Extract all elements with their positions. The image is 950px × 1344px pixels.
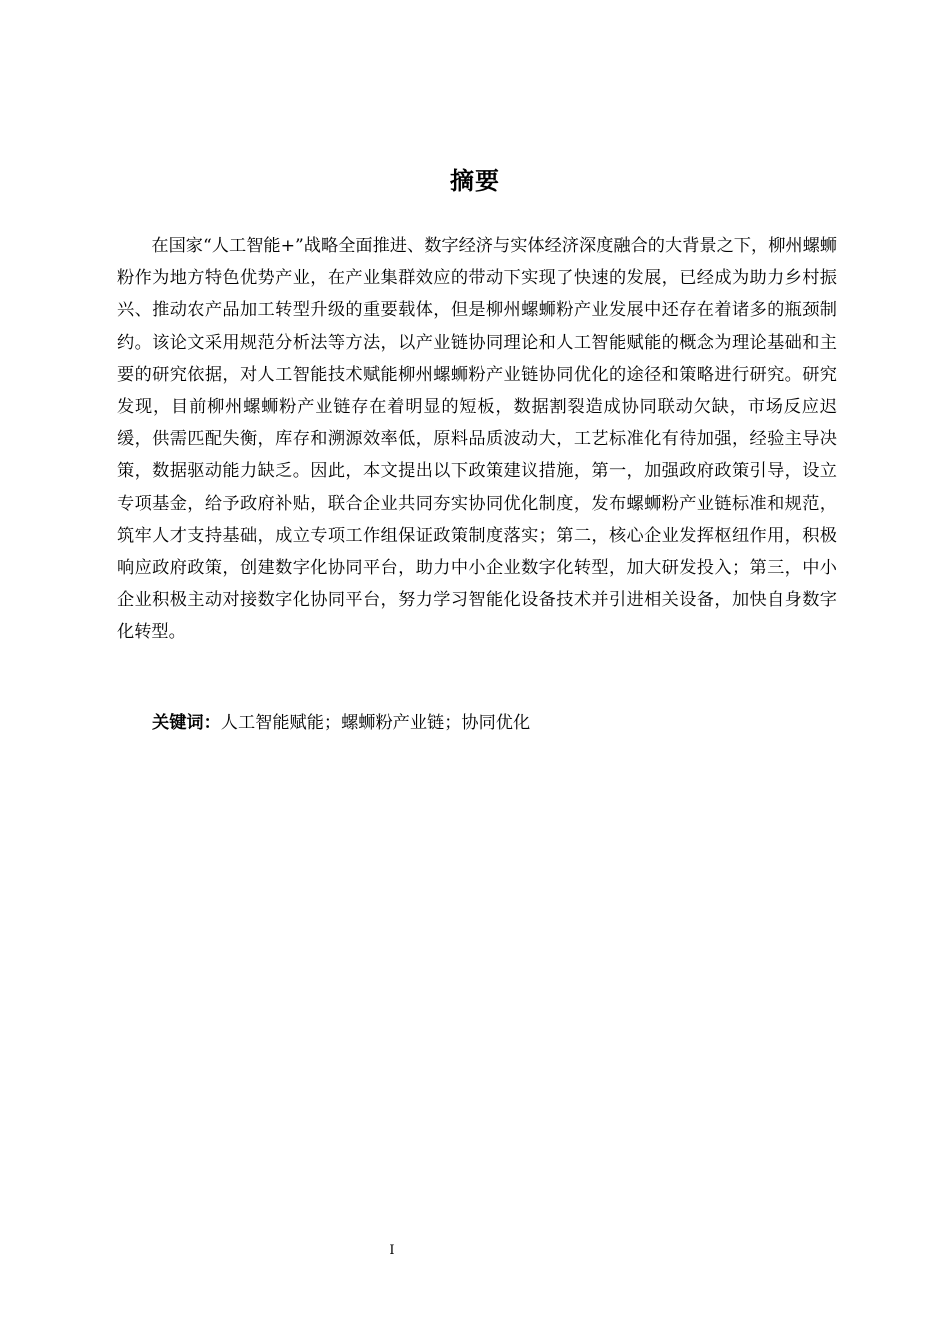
abstract-paragraph: 在国家“人工智能+”战略全面推进、数字经济与实体经济深度融合的大背景之下，柳州螺蛳粉作为地方特色优势产业，在产业集群效应的带动下实现了快速的发展，已经成为助力乡村振兴、推动农产品加工转型升级的重要载体，但是柳州螺蛳粉产业发展中还存在着诸多的瓶颈制约。该论文采用规范分析法等方法，以产业链协同理论和人工智能赋能的概念为理论基础和主要的研究依据，对人工智能技术赋能柳州螺蛳粉产业链协同优化的途径和策略进行研究。研究发现，目前柳州螺蛳粉产业链存在着明显的短板，数据割裂造成协同联动欠缺，市场反应迟缓，供需匹配失衡，库存和溯源效率低，原料品质波动大，工艺标准化有待加强，经验主导决策，数据驱动能力缺乏。因此，本文提出以下政策建议措施，第一，加强政府政策引导，设立专项基金，给予政府补贴，联合企业共同夯实协同优化制度，发布螺蛳粉产业链标准和规范，筑牢人才支持基础，成立专项工作组保证政策制度落实；第二，核心企业发挥枢纽作用，积极响应政府政策，创建数字化协同平台，助力中小企业数字化转型，加大研发投入；第三，中小企业积极主动对接数字化协同平台，努力学习智能化设备技术并引进相关设备，加快自身数字化转型。 bbox=[117, 236, 837, 643]
keywords-label: 关键词： bbox=[152, 713, 221, 733]
keywords-line bbox=[152, 708, 832, 738]
page-title: 摘要 bbox=[450, 167, 500, 195]
keywords-text: 人工智能赋能；螺蛳粉产业链；协同优化 bbox=[220, 713, 531, 733]
page-number: I bbox=[389, 1243, 395, 1258]
